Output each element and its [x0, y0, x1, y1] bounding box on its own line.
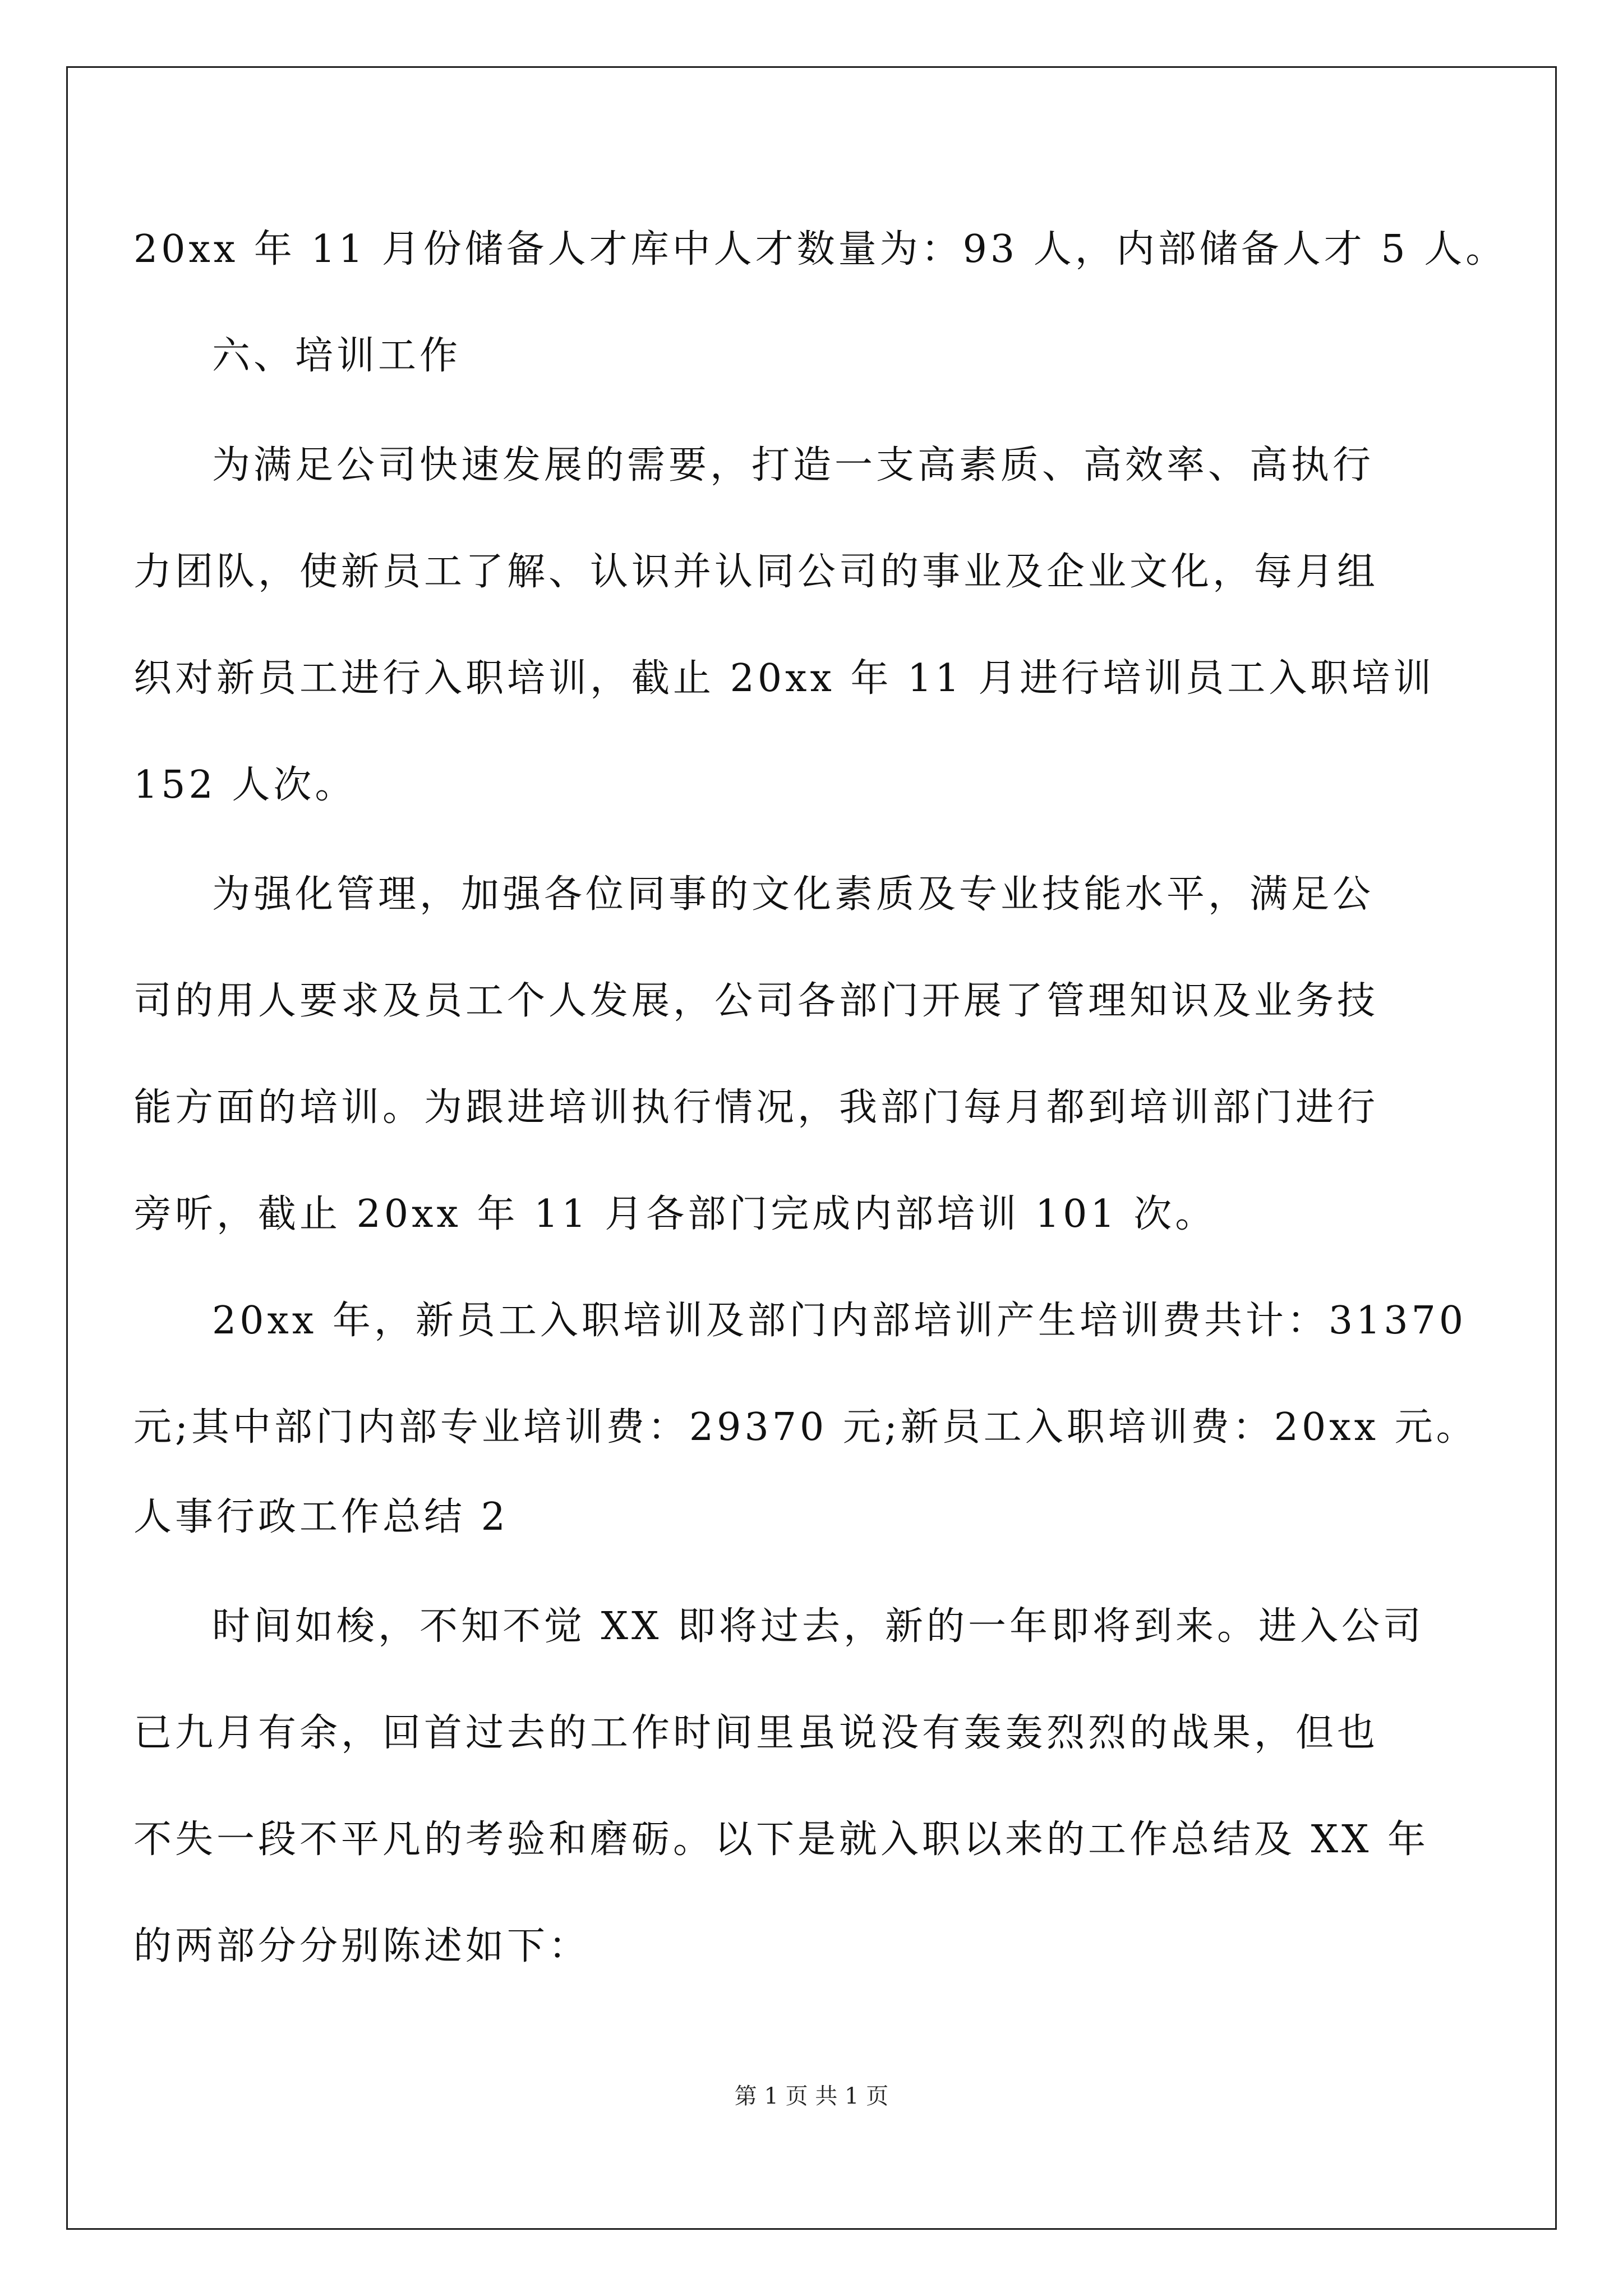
paragraph-line: 152 人次。	[133, 763, 357, 807]
paragraph-line: 为满足公司快速发展的需要，打造一支高素质、高效率、高执行	[212, 443, 1375, 487]
section-heading: 六、培训工作	[212, 334, 462, 378]
paragraph-line: 能方面的培训。为跟进培训执行情况，我部门每月都到培训部门进行	[133, 1085, 1379, 1130]
page-number-footer: 第 1 页 共 1 页	[734, 2083, 889, 2109]
document-title: 人事行政工作总结 2	[133, 1495, 509, 1539]
paragraph-line: 的两部分分别陈述如下：	[133, 1924, 591, 1968]
paragraph-line: 旁听，截止 20xx 年 11 月各部门完成内部培训 101 次。	[133, 1192, 1217, 1236]
paragraph-line: 时间如梭，不知不觉 XX 即将过去，新的一年即将到来。进入公司	[212, 1604, 1425, 1649]
page-border	[66, 66, 1557, 2230]
paragraph-line: 为强化管理，加强各位同事的文化素质及专业技能水平，满足公	[212, 872, 1375, 917]
paragraph-line: 司的用人要求及员工个人发展，公司各部门开展了管理知识及业务技	[133, 979, 1379, 1023]
paragraph-line: 已九月有余，回首过去的工作时间里虽说没有轰轰烈烈的战果，但也	[133, 1711, 1379, 1755]
paragraph-line: 不失一段不平凡的考验和磨砺。以下是就入职以来的工作总结及 XX 年	[133, 1818, 1430, 1862]
paragraph-line: 20xx 年 11 月份储备人才库中人才数量为：93 人，内部储备人才 5 人。	[133, 227, 1507, 272]
paragraph-line: 力团队，使新员工了解、认识并认同公司的事业及企业文化，每月组	[133, 550, 1379, 594]
paragraph-line: 元;其中部门内部专业培训费：29370 元;新员工入职培训费：20xx 元。	[133, 1405, 1478, 1450]
paragraph-line: 织对新员工进行入职培训，截止 20xx 年 11 月进行培训员工入职培训	[133, 656, 1435, 701]
paragraph-line: 20xx 年，新员工入职培训及部门内部培训产生培训费共计：31370	[212, 1299, 1467, 1343]
